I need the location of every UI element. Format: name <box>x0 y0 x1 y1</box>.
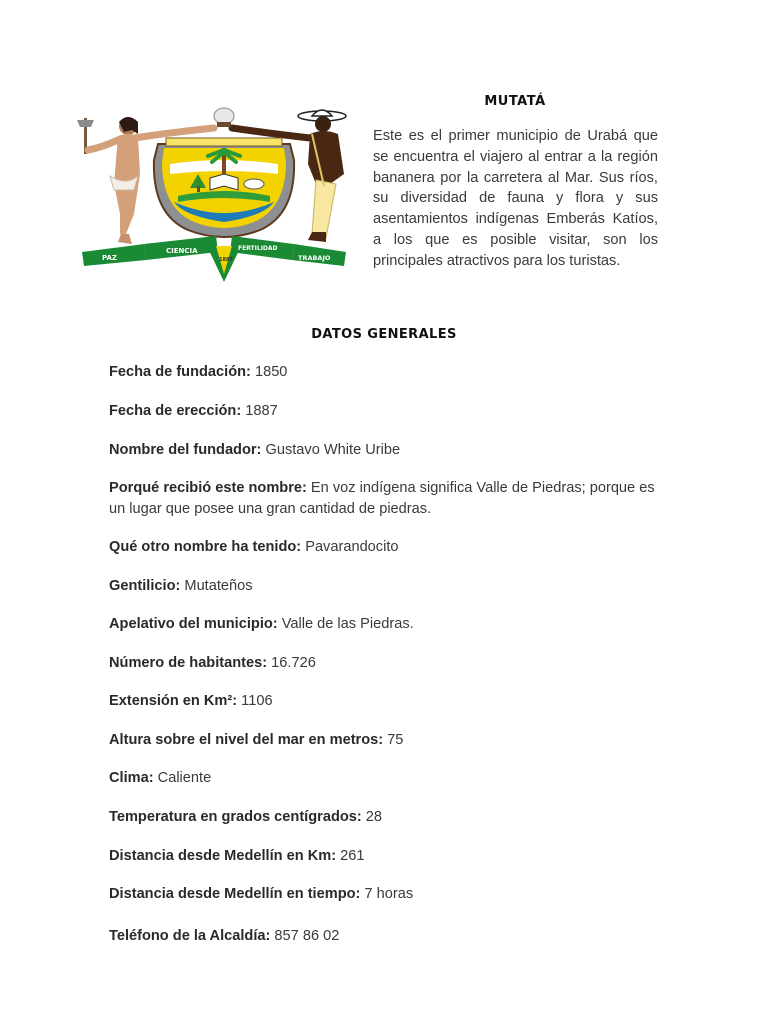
field-apelativo: Apelativo del municipio: Valle de las Piedras. <box>109 616 414 632</box>
field-fecha-fundacion: Fecha de fundación: 1850 <box>109 364 288 380</box>
motto-word-ciencia: CIENCIA <box>166 247 198 255</box>
motto-word-fertilidad: FERTILIDAD <box>238 245 278 252</box>
field-telefono: Teléfono de la Alcaldía: 857 86 02 <box>109 928 340 944</box>
field-distancia-km: Distancia desde Medellín en Km: 261 <box>109 848 365 864</box>
field-distancia-tiempo: Distancia desde Medellín en tiempo: 7 horas <box>109 886 414 902</box>
field-nombre-fundador: Nombre del fundador: Gustavo White Uribe <box>109 442 401 458</box>
motto-word-paz: PAZ <box>102 254 117 262</box>
section-heading: DATOS GENERALES <box>311 327 457 342</box>
shield-emblem-icon <box>154 138 294 237</box>
field-gentilicio: Gentilicio: Mutateños <box>109 578 253 594</box>
motto-year: 1887 <box>219 257 233 263</box>
field-altura: Altura sobre el nivel del mar en metros: 75 <box>109 732 404 748</box>
field-clima: Clima: Caliente <box>109 770 212 786</box>
field-extension: Extensión en Km²: 1106 <box>109 693 273 709</box>
field-porque-nombre: Porqué recibió este nombre: En voz indígena significa Valle de Piedras; porque es un lugar que posee una gran cantidad de piedras. <box>109 480 655 517</box>
intro-paragraph: Este es el primer municipio de Urabá que se encuentra el viajero al entrar a la región bananera por la carretera al Mar. Sus ríos, su diversidad de fauna y flora y sus asentamientos indígenas Emberás Katíos, a los que es posible visitar, son los principales atractivos para los turistas. <box>373 128 658 269</box>
vase-icon <box>214 108 234 127</box>
field-otro-nombre: Qué otro nombre ha tenido: Pavarandocito <box>109 539 399 555</box>
page-title: MUTATÁ <box>484 94 546 109</box>
motto-word-trabajo: TRABAJO <box>298 254 331 262</box>
field-temperatura: Temperatura en grados centígrados: 28 <box>109 809 383 825</box>
field-habitantes: Número de habitantes: 16.726 <box>109 655 316 671</box>
motto-ribbon <box>82 236 346 282</box>
field-fecha-ereccion: Fecha de erección: 1887 <box>109 403 278 419</box>
coat-of-arms-image <box>74 104 354 286</box>
